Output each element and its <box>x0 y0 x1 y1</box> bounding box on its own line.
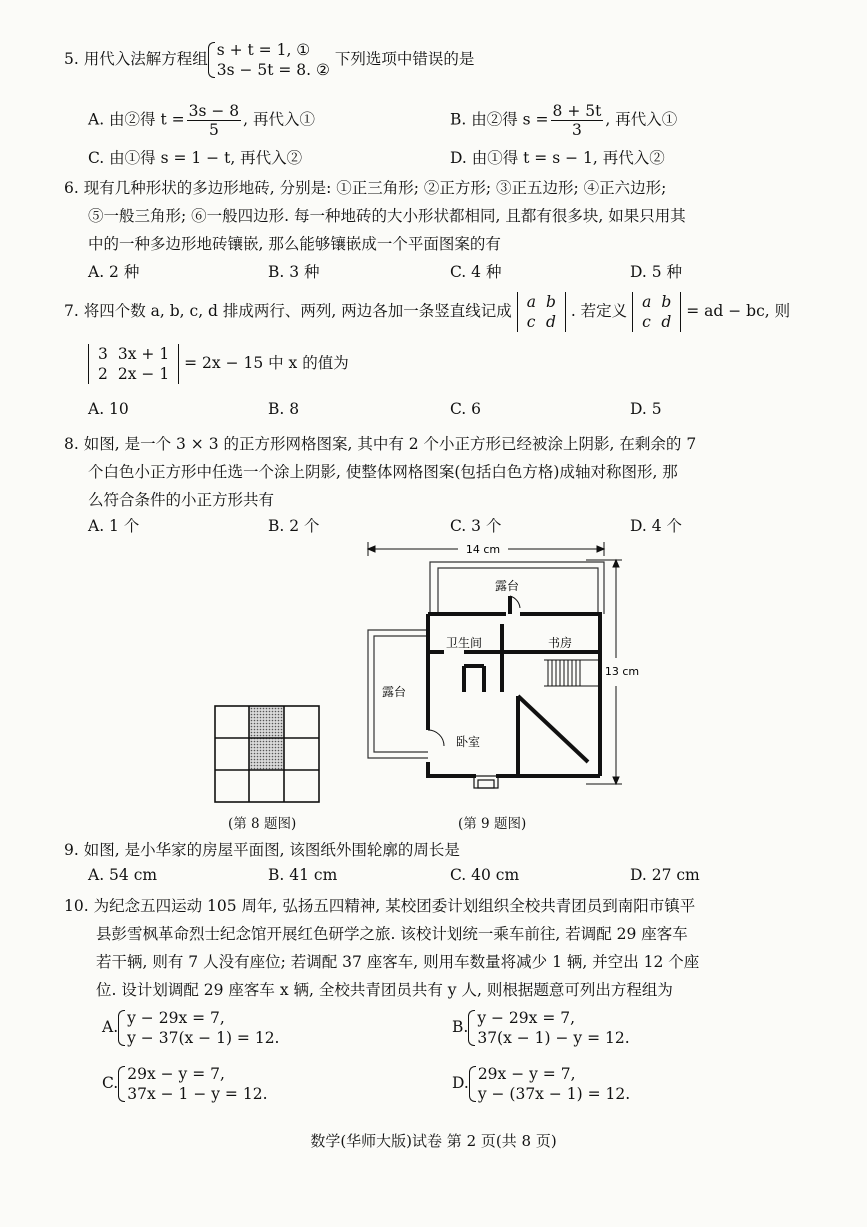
q9-figure-caption: (第 9 题图) <box>458 816 527 832</box>
q7-option-d: D. 5 <box>630 400 662 418</box>
q10-a-eq1: y − 29x = 7, <box>127 1009 225 1027</box>
q10-line3: 若干辆, 则有 7 人没有座位; 若调配 37 座客车, 则用车数量将减少 1 辆, 并空出 12 个座 <box>96 953 700 971</box>
q5-b-suffix: , 再代入① <box>605 110 678 129</box>
q7-m1-d: d <box>545 313 556 331</box>
q7-line2-suffix: = 2x − 15 中 x 的值为 <box>184 354 349 372</box>
q5-a-suffix: , 再代入① <box>243 110 316 129</box>
q5-option-c: C. 由①得 s = 1 − t, 再代入② <box>88 149 303 167</box>
q7-m3-b: 3x + 1 <box>117 345 170 363</box>
q5-eq2: 3s − 5t = 8. ② <box>216 61 330 79</box>
q5-b-num: 8 + 5t <box>552 102 602 120</box>
q7-suffix: = ad − bc, 则 <box>686 302 791 320</box>
q6-line2: ⑤一般三角形; ⑥一般四边形. 每一种地砖的大小形状都相同, 且都有很多块, 如果只用其 <box>88 207 686 225</box>
q9-option-d: D. 27 cm <box>630 866 700 884</box>
q10-option-b <box>452 1008 630 1048</box>
q10-line4: 位. 设计划调配 29 座客车 x 辆, 全校共青团员共有 y 人, 则根据题意可列出方程组为 <box>96 981 673 999</box>
q10-a-label: A. <box>102 1018 119 1036</box>
q9-option-b: B. 41 cm <box>268 866 338 884</box>
q7-m3-c: 2 <box>98 365 108 383</box>
q10-b-eq1: y − 29x = 7, <box>477 1009 576 1027</box>
q9-width-label: 14 cm <box>465 543 501 556</box>
q7-m1-a: a <box>526 293 536 311</box>
q7-m1-c: c <box>526 313 536 331</box>
q6-option-a: A. 2 种 <box>88 263 140 281</box>
q9-option-c: C. 40 cm <box>450 866 520 884</box>
q8-option-d: D. 4 个 <box>630 517 683 535</box>
q10-option-d <box>452 1064 630 1104</box>
q6-line3: 中的一种多边形地砖镶嵌, 那么能够镶嵌成一个平面图案的有 <box>88 235 501 253</box>
page-footer: 数学(华师大版)试卷 第 2 页(共 8 页) <box>310 1132 557 1150</box>
q7-matrix-2 <box>632 292 681 332</box>
q9-floorplan-figure <box>360 536 640 808</box>
q7-m2-c: c <box>642 313 651 331</box>
q7-line1 <box>64 292 790 332</box>
q7-m2-a: a <box>642 293 652 311</box>
q10-d-eq1: 29x − y = 7, <box>477 1065 576 1083</box>
q6-option-b: B. 3 种 <box>268 263 320 281</box>
q7-m2-d: d <box>661 313 672 331</box>
q10-c-eq1: 29x − y = 7, <box>127 1065 225 1083</box>
q10-option-c <box>102 1064 268 1104</box>
q5-b-den: 3 <box>572 121 582 139</box>
q8-line3: 么符合条件的小正方形共有 <box>88 491 275 509</box>
q8-line1: 8. 如图, 是一个 3 × 3 的正方形网格图案, 其中有 2 个小正方形已经被涂上阴影, 在剩余的 7 <box>64 435 697 453</box>
q7-matrix-1 <box>517 292 566 332</box>
q9-bedroom-label: 卧室 <box>455 735 481 749</box>
q5-stem-prefix: 5. 用代入法解方程组 <box>64 50 208 68</box>
q10-line1: 10. 为纪念五四运动 105 周年, 弘扬五四精神, 某校团委计划组织全校共青团员到南阳市镇平 <box>64 897 696 915</box>
q9-terrace-left: 露台 <box>381 685 407 699</box>
q8-option-a: A. 1 个 <box>88 517 140 535</box>
q8-option-b: B. 2 个 <box>268 517 320 535</box>
q7-m3-d: 2x − 1 <box>117 365 170 383</box>
q6-line1: 6. 现有几种形状的多边形地砖, 分别是: ①正三角形; ②正方形; ③正五边形; ④正六边形; <box>64 179 667 197</box>
q7-prefix: 7. 将四个数 a, b, c, d 排成两行、两列, 两边各加一条竖直线记成 <box>64 302 512 320</box>
q9-option-a: A. 54 cm <box>88 866 158 884</box>
q7-mid: . 若定义 <box>570 302 628 320</box>
q6-option-c: C. 4 种 <box>450 263 502 281</box>
q10-c-label: C. <box>102 1074 119 1092</box>
q8-option-c: C. 3 个 <box>450 517 502 535</box>
q8-line2: 个白色小正方形中任选一个涂上阴影, 使整体网格图案(包括白色方格)成轴对称图形, 那 <box>88 463 678 481</box>
q7-option-c: C. 6 <box>450 400 482 418</box>
q10-line2: 县彭雪枫革命烈士纪念馆开展红色研学之旅. 该校计划统一乘车前往, 若调配 29 座客车 <box>96 925 688 943</box>
q7-m3-a: 3 <box>98 345 108 363</box>
q5-eq1: s + t = 1, ① <box>216 41 311 59</box>
q9-bathroom-label: 卫生间 <box>445 636 483 650</box>
q10-c-system <box>118 1064 267 1104</box>
q8-grid-figure <box>214 704 320 804</box>
q7-matrix-3 <box>88 344 179 384</box>
q10-c-eq2: 37x − 1 − y = 12. <box>127 1085 268 1103</box>
q10-b-system <box>468 1008 629 1048</box>
q8-shaded-cell-2 <box>249 738 284 770</box>
q8-figure-caption: (第 8 题图) <box>228 816 297 832</box>
q10-option-a <box>102 1008 279 1048</box>
q7-m1-b: b <box>545 293 556 311</box>
q6-option-d: D. 5 种 <box>630 263 683 281</box>
q5-stem-suffix: 下列选项中错误的是 <box>334 50 475 68</box>
q5-option-a <box>88 102 315 139</box>
q5-option-d: D. 由①得 t = s − 1, 再代入② <box>450 149 665 167</box>
q10-d-system <box>469 1064 630 1104</box>
q5-stem <box>64 40 474 80</box>
q5-a-den: 5 <box>208 121 219 139</box>
q10-a-eq2: y − 37(x − 1) = 12. <box>127 1029 280 1047</box>
q5-b-prefix: B. 由②得 s = <box>450 110 549 129</box>
q10-b-eq2: 37(x − 1) − y = 12. <box>477 1029 630 1047</box>
q5-system <box>208 40 330 80</box>
q9-terrace-top: 露台 <box>494 579 520 593</box>
q10-d-eq2: y − (37x − 1) = 12. <box>477 1085 631 1103</box>
q10-d-label: D. <box>452 1074 469 1092</box>
q9-height-label: 13 cm <box>604 665 640 678</box>
q7-line2 <box>88 344 349 384</box>
q5-a-num: 3s − 8 <box>188 102 240 120</box>
q5-a-prefix: A. 由②得 t = <box>88 110 185 129</box>
q9-study-label: 书房 <box>547 636 573 650</box>
q8-shaded-cell-1 <box>249 706 284 738</box>
q9-stem: 9. 如图, 是小华家的房屋平面图, 该图纸外围轮廓的周长是 <box>64 841 460 859</box>
q7-m2-b: b <box>661 293 672 311</box>
q10-b-label: B. <box>452 1018 469 1036</box>
q10-a-system <box>118 1008 279 1048</box>
q7-option-b: B. 8 <box>268 400 300 418</box>
q5-a-fraction <box>187 102 242 139</box>
q5-option-b <box>450 102 677 139</box>
q5-b-fraction <box>551 102 604 139</box>
q7-option-a: A. 10 <box>88 400 129 418</box>
